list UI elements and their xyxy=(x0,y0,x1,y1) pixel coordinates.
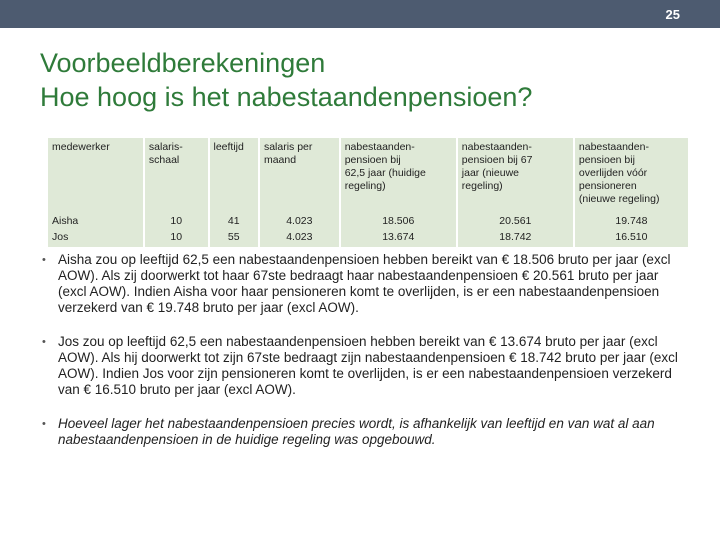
cell-leeftijd: 41 xyxy=(210,210,258,229)
bullet-text: Hoeveel lager het nabestaandenpensioen precies wordt, is afhankelijk van leeftijd en van wat al aan nabestaandenpensioen in de huidige regeling was opgebouwd. xyxy=(58,416,655,447)
cell-salarisschaal: 10 xyxy=(145,229,208,247)
cell-nabestaanden-67: 20.561 xyxy=(458,210,573,229)
bullet-text: Aisha zou op leeftijd 62,5 een nabestaandenpensioen hebben bereikt van € 18.506 bruto per jaar (excl AOW). Als zij doorwerkt tot haar 67ste bedraagt haar nabestaandenpensioen € 20.561 bruto per jaar (excl AOW). Indien Aisha voor haar pensioneren komt te overlijden, is er een nabestaandenpensioen verzekerd van € 19.748 bruto per jaar (excl AOW). xyxy=(58,252,671,315)
title-line-2: Hoe hoog is het nabestaandenpensioen? xyxy=(40,82,533,112)
title-line-1: Voorbeeldberekeningen xyxy=(40,48,326,78)
header-medewerker: medewerker xyxy=(48,138,143,210)
header-nabestaanden-67: nabestaanden- pensioen bij 67 jaar (nieuwe regeling) xyxy=(458,138,573,210)
bullet-dot: • xyxy=(42,336,46,348)
table-row xyxy=(48,229,688,247)
cell-salaris: 4.023 xyxy=(260,210,339,229)
bullet-text: Jos zou op leeftijd 62,5 een nabestaandenpensioen hebben bereikt van € 13.674 bruto per jaar (excl AOW). Als hij doorwerkt tot zijn 67ste bedraagt zijn nabestaandenpensioen € 18.742 bruto per jaar (excl AOW). Indien Jos voor zijn pensioneren komt te overlijden, is er een nabestaandenpensioen verzekerd van € 16.510 bruto per jaar (excl AOW). xyxy=(58,334,678,397)
cell-nabestaanden-overlijden: 16.510 xyxy=(575,229,688,247)
header-leeftijd: leeftijd xyxy=(210,138,258,210)
top-bar xyxy=(0,0,720,28)
bullet-list xyxy=(40,252,680,466)
bullet-conclusion xyxy=(40,416,680,448)
cell-salarisschaal: 10 xyxy=(145,210,208,229)
bullet-dot: • xyxy=(42,254,46,266)
cell-nabestaanden-62-5: 13.674 xyxy=(341,229,456,247)
cell-name: Aisha xyxy=(48,210,143,229)
pension-table xyxy=(46,138,690,247)
slide-number: 25 xyxy=(665,7,680,22)
header-nabestaanden-overlijden: nabestaanden- pensioen bij overlijden vóór pensioneren (nieuwe regeling) xyxy=(575,138,688,210)
table-row xyxy=(48,210,688,229)
cell-salaris: 4.023 xyxy=(260,229,339,247)
cell-leeftijd: 55 xyxy=(210,229,258,247)
bullet-jos xyxy=(40,334,680,398)
table-header-row xyxy=(48,138,688,210)
slide-title xyxy=(40,46,700,114)
header-nabestaanden-62-5: nabestaanden- pensioen bij 62,5 jaar (huidige regeling) xyxy=(341,138,456,210)
header-salaris-per-maand: salaris per maand xyxy=(260,138,339,210)
cell-nabestaanden-62-5: 18.506 xyxy=(341,210,456,229)
cell-nabestaanden-overlijden: 19.748 xyxy=(575,210,688,229)
header-salarisschaal: salaris- schaal xyxy=(145,138,208,210)
bullet-dot: • xyxy=(42,418,46,430)
bullet-aisha xyxy=(40,252,680,316)
cell-nabestaanden-67: 18.742 xyxy=(458,229,573,247)
cell-name: Jos xyxy=(48,229,143,247)
